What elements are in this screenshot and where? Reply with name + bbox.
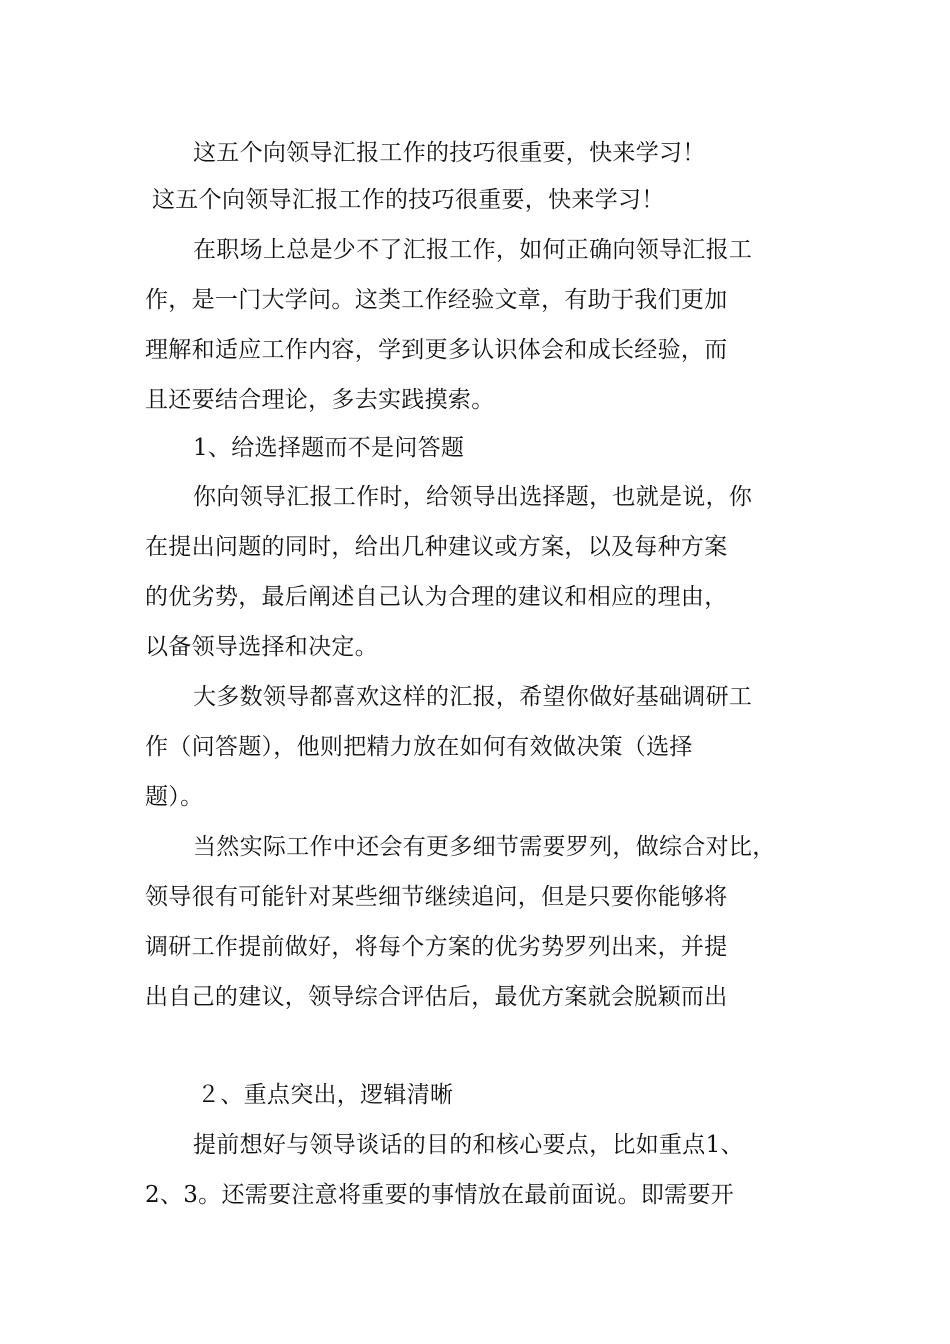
paragraph-line: 出自己的建议，领导综合评估后，最优方案就会脱颖而出	[145, 984, 728, 1010]
paragraph-line: 领导很有可能针对某些细节继续追问，但是只要你能够将	[145, 884, 728, 910]
paragraph-line: 在提出问题的同时，给出几种建议或方案，以及每种方案	[145, 534, 728, 560]
intro-line: 理解和适应工作内容，学到更多认识体会和成长经验，而	[145, 337, 728, 363]
paragraph-line: 调研工作提前做好，将每个方案的优劣势罗列出来，并提	[145, 934, 728, 960]
paragraph-line: 2、3。还需要注意将重要的事情放在最前面说。即需要开	[145, 1182, 735, 1208]
paragraph-line: 大多数领导都喜欢这样的汇报，希望你做好基础调研工	[193, 684, 753, 710]
paragraph-line: 你向领导汇报工作时，给领导出选择题，也就是说，你	[193, 484, 753, 510]
document-title-repeat: 这五个向领导汇报工作的技巧很重要，快来学习！	[152, 187, 665, 213]
intro-line: 且还要结合理论，多去实践摸索。	[145, 387, 495, 413]
section-heading-2: ２、重点突出，逻辑清晰	[197, 1082, 454, 1108]
paragraph-line: 提前想好与领导谈话的目的和核心要点，比如重点1、	[193, 1132, 744, 1158]
intro-line: 在职场上总是少不了汇报工作，如何正确向领导汇报工	[193, 237, 753, 263]
paragraph-line: 以备领导选择和决定。	[145, 634, 378, 660]
intro-line: 作，是一门大学问。这类工作经验文章，有助于我们更加	[145, 287, 728, 313]
paragraph-line: 作（问答题），他则把精力放在如何有效做决策（选择	[145, 734, 693, 760]
section-heading-1: 1、给选择题而不是问答题	[193, 435, 465, 461]
paragraph-line: 当然实际工作中还会有更多细节需要罗列，做综合对比，	[193, 834, 776, 860]
paragraph-line: 的优劣势，最后阐述自己认为合理的建议和相应的理由，	[145, 584, 728, 610]
paragraph-line: 题）。	[145, 784, 204, 810]
document-title: 这五个向领导汇报工作的技巧很重要，快来学习！	[193, 140, 706, 166]
